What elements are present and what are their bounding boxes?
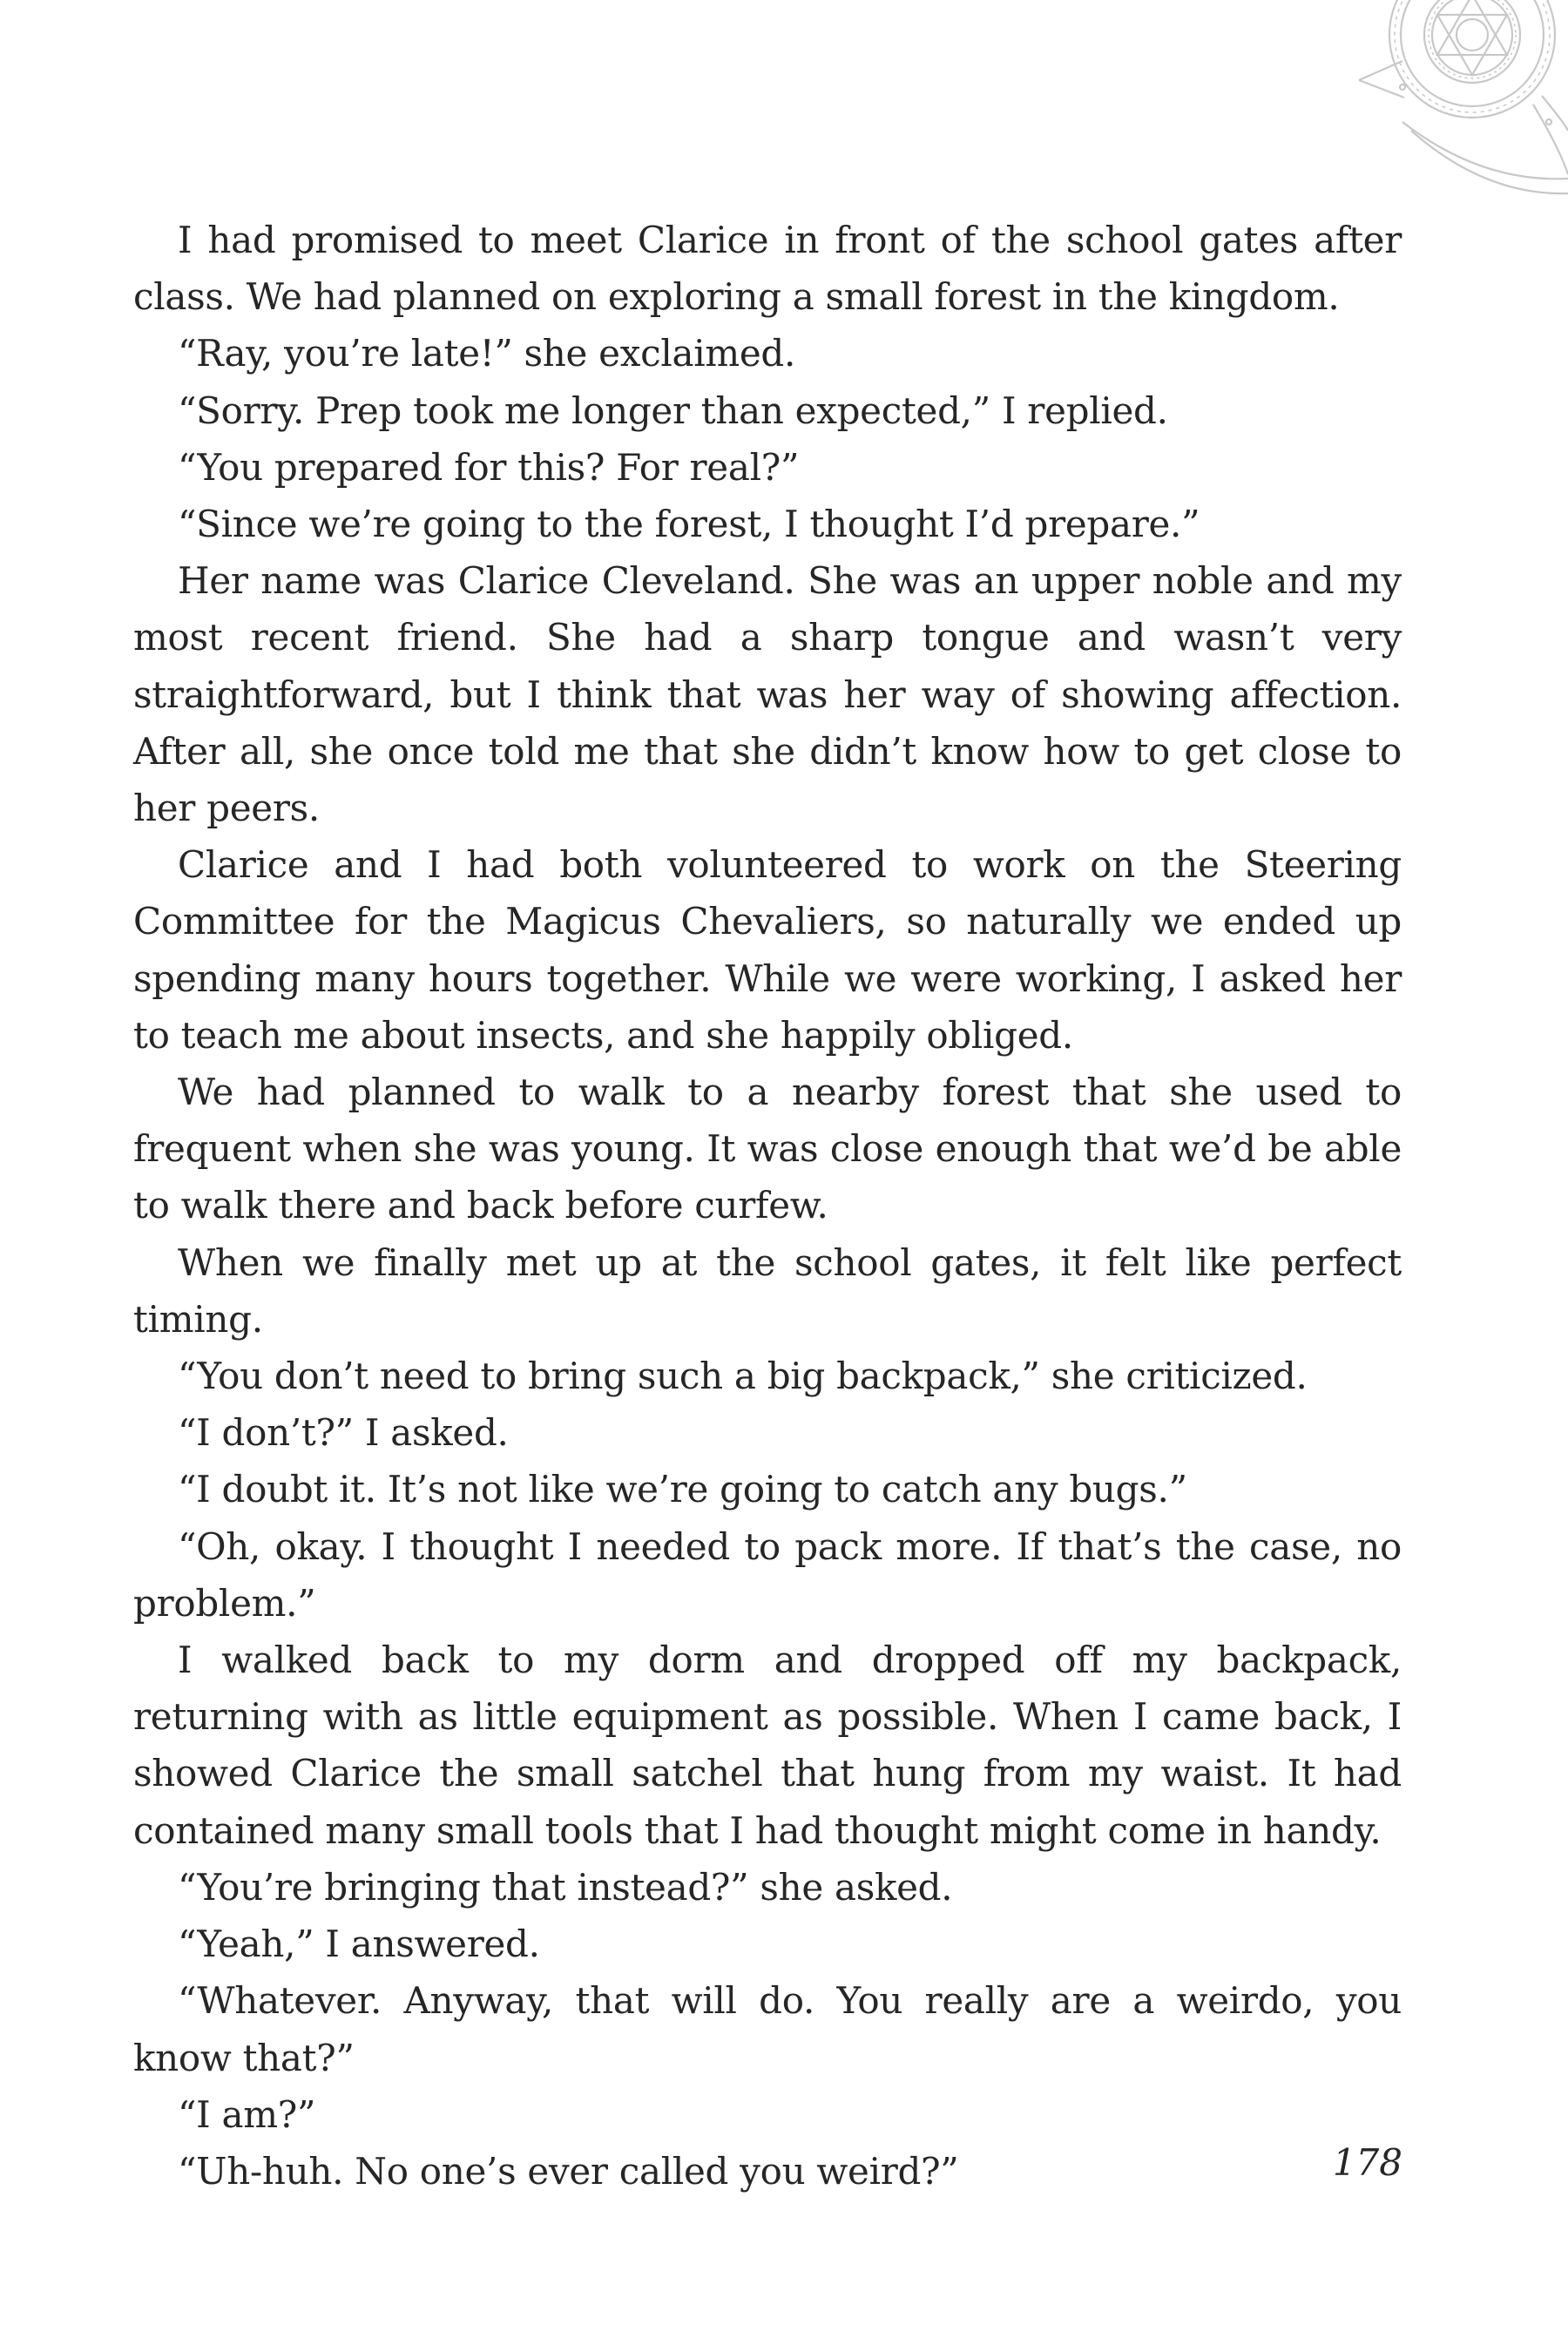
paragraph: “You prepared for this? For real?” bbox=[178, 445, 800, 489]
paragraph: “Whatever. Anyway, that will do. You really are a weirdo, you know that?” bbox=[133, 1979, 1402, 2079]
paragraph: “I doubt it. It’s not like we’re going to catch any bugs.” bbox=[178, 1468, 1187, 1511]
chapter-body-text bbox=[133, 212, 1402, 2200]
paragraph: “I don’t?” I asked. bbox=[178, 1411, 509, 1455]
paragraph: Her name was Clarice Cleveland. She was an upper noble and my most recent friend. She had a sharp tongue and wasn’t very straightforward, but I think that was her way of showing affection. After all, she once told me that she didn’t know how to get close to her peers. bbox=[133, 559, 1402, 830]
page-number: 178 bbox=[1332, 2141, 1402, 2184]
paragraph: “Ray, you’re late!” she exclaimed. bbox=[178, 332, 796, 375]
paragraph: I walked back to my dorm and dropped off my backpack, returning with as little equipment as possible. When I came back, I showed Clarice the small satchel that hung from my waist. It had contained many small tools that I had thought might come in handy. bbox=[133, 1639, 1402, 1852]
paragraph: “Oh, okay. I thought I needed to pack more. If that’s the case, no problem.” bbox=[133, 1524, 1402, 1625]
paragraph: Clarice and I had both volunteered to work on the Steering Committee for the Magicus Chevaliers, so naturally we ended up spending many hours together. While we were working, I asked her to teach me about insects, and she happily obliged. bbox=[133, 843, 1402, 1057]
paragraph: “You’re bringing that instead?” she asked. bbox=[178, 1865, 953, 1909]
paragraph: “Uh-huh. No one’s ever called you weird?” bbox=[178, 2149, 959, 2193]
paragraph: “Sorry. Prep took me longer than expected,” I replied. bbox=[178, 389, 1168, 432]
paragraph: “Yeah,” I answered. bbox=[178, 1923, 540, 1966]
paragraph: I had promised to meet Clarice in front of the school gates after class. We had planned on exploring a small forest in the kingdom. bbox=[133, 219, 1402, 319]
paragraph: We had planned to walk to a nearby forest that she used to frequent when she was young. It was close enough that we’d be able to walk there and back before curfew. bbox=[133, 1071, 1402, 1227]
paragraph: “Since we’re going to the forest, I thought I’d prepare.” bbox=[178, 503, 1200, 546]
paragraph: When we finally met up at the school gates, it felt like perfect timing. bbox=[133, 1240, 1402, 1341]
paragraph: “You don’t need to bring such a big backpack,” she criticized. bbox=[178, 1355, 1308, 1398]
paragraph: “I am?” bbox=[178, 2092, 316, 2136]
